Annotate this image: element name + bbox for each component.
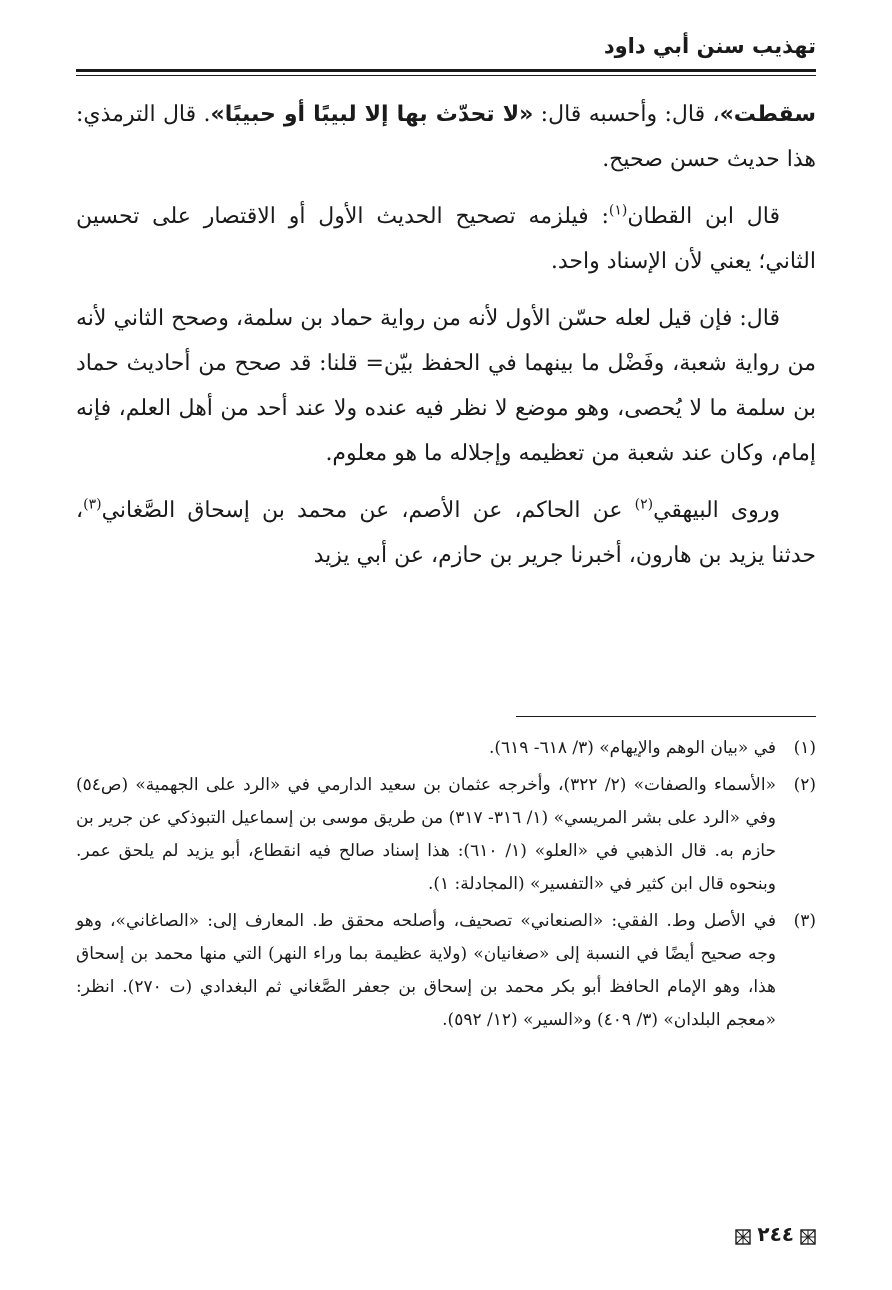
text-span: قال ابن القطان bbox=[627, 204, 780, 229]
paragraph-2 bbox=[76, 194, 816, 284]
text-span: : فيلزمه تصحيح الحديث الأول أو الاقتصار على تحسين الثاني؛ يعني لأن الإسناد واحد. bbox=[76, 204, 816, 274]
header-rule-thin bbox=[76, 75, 816, 76]
main-text bbox=[76, 92, 816, 590]
ornament-square-icon bbox=[735, 1226, 751, 1242]
page-number-block bbox=[735, 1222, 816, 1246]
running-title: تهذيب سنن أبي داود bbox=[603, 34, 816, 58]
text-span: . قال الترمذي: هذا حديث حسن صحيح. bbox=[76, 102, 816, 172]
footnote-text: في «بيان الوهم والإيهام» (٣/ ٦١٨- ٦١٩). bbox=[488, 738, 776, 758]
header-rule-thick bbox=[76, 69, 816, 72]
footnote-ref-1: (١) bbox=[608, 202, 628, 219]
text-span: وروى البيهقي bbox=[653, 498, 780, 523]
footnotes bbox=[76, 732, 816, 1041]
footnote-ref-3: (٣) bbox=[83, 496, 102, 513]
footnote-text: «الأسماء والصفات» (٢/ ٣٢٢)، وأخرجه عثمان بن سعيد الدارمي في «الرد على الجهمية» (ص٥٤) وفي «الرد على بشر المريسي» (١/ ٣١٦- ٣١٧) من طريق موسى بن إسماعيل التبوذكي عن جرير بن حازم به. قال الذهبي في «العلو» (١/ ٦١٠): هذا إسناد صالح فيه انقطاع، أبو يزيد لم يلحق عمر. وبنحوه قال ابن كثير في «التفسير» (المجادلة: ١). bbox=[76, 775, 777, 894]
paragraph-1 bbox=[76, 92, 816, 182]
footnote-ref-2: (٢) bbox=[634, 496, 654, 513]
hadith-quote-bold: «لا تحدّث بها إلا لبيبًا أو حبيبًا» bbox=[210, 102, 534, 127]
footnote-text: في الأصل وط. الفقي: «الصنعاني» تصحيف، وأصلحه محقق ط. المعارف إلى: «الصاغاني»، وهو وجه صحيح أيضًا في النسبة إلى «صغانيان» (ولاية عظيمة بما وراء النهر) التي منها محمد بن إسحاق هذا، وهو الإمام الحافظ أبو بكر محمد بن إسحاق بن جعفر الصَّغاني ثم البغدادي (ت ٢٧٠). انظر: «معجم البلدان» (٣/ ٤٠٩) و«السير» (١٢/ ٥٩٢). bbox=[76, 911, 776, 1030]
text-span: ، قال: وأحسبه قال: bbox=[533, 102, 720, 127]
quote-end-bold: سقطت» bbox=[719, 102, 816, 127]
footnote-3 bbox=[76, 905, 816, 1037]
footnote-number: (٣) bbox=[793, 911, 816, 931]
footnote-divider bbox=[516, 716, 816, 717]
footnote-1 bbox=[76, 732, 816, 765]
ornament-square-icon bbox=[800, 1226, 816, 1242]
footnote-number: (١) bbox=[793, 738, 816, 758]
footnote-number: (٢) bbox=[793, 775, 816, 795]
paragraph-3 bbox=[76, 296, 816, 476]
page-number: ٢٤٤ bbox=[757, 1222, 794, 1246]
text-span: ، حدثنا يزيد بن هارون، أخبرنا جرير بن حازم، عن أبي يزيد bbox=[76, 498, 816, 568]
paragraph-4 bbox=[76, 488, 816, 578]
footnote-2 bbox=[76, 769, 816, 901]
text-span: عن الحاكم، عن الأصم، عن محمد بن إسحاق الصَّغاني bbox=[101, 498, 635, 523]
text-span: قال: فإن قيل لعله حسّن الأول لأنه من رواية حماد بن سلمة، وصحح الثاني لأنه من رواية شعبة، وفَضْل ما بينهما في الحفظ بيّن= قلنا: قد صحح من أحاديث حماد بن سلمة ما لا يُحصى، وهو موضع لا نظر فيه عنده ولا عند أحد من أهل العلم، فإنه إمام، وكان عند شعبة من تعظيمه وإجلاله ما هو معلوم. bbox=[76, 306, 816, 466]
